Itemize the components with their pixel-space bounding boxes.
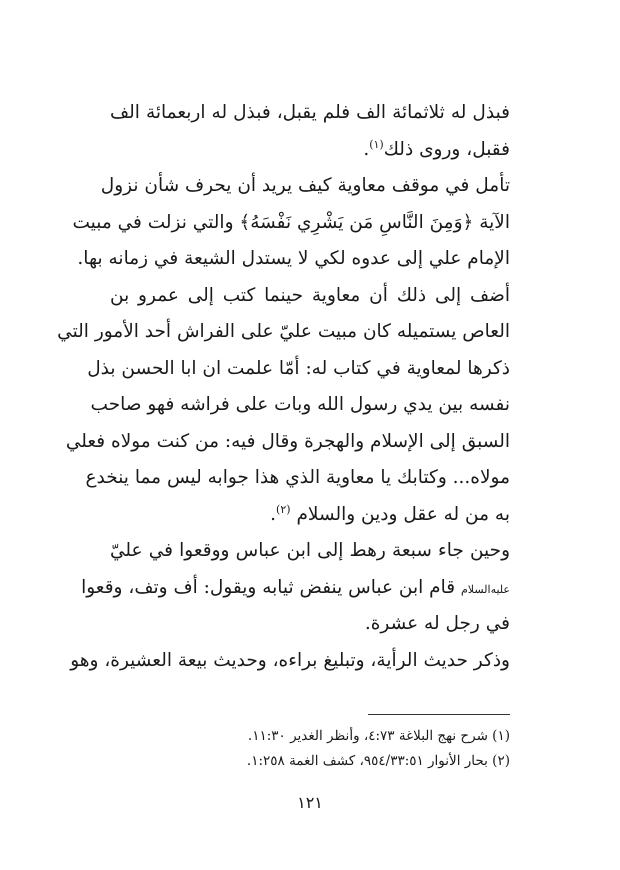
text-line-4: الآية ﴿وَمِنَ النَّاسِ مَن يَشْرِي نَفْسَهُ﴾ والتي نزلت في مبيت: [72, 211, 510, 233]
line-14-text: قام ابن عباس ينفض ثيابه ويقول: أف وتف، وقعوا: [81, 576, 456, 598]
footnote-separator: [368, 714, 510, 715]
honorific: عليه‌السلام: [460, 582, 510, 596]
text-line-12: [110, 497, 510, 534]
footnote-ref-2: (٢): [276, 502, 291, 516]
text-line-15: في رجل له عشرة.: [364, 613, 510, 634]
text-line-14: [81, 570, 510, 607]
text-line-5: الإمام علي إلى عدوه لكي لا يستدل الشيعة في زمانه بها.: [77, 248, 510, 269]
text-line-3: تأمل في موقف معاوية كيف يريد أن يحرف شأن نزول: [100, 175, 510, 196]
page-number: ١٢١: [297, 793, 323, 812]
text-line-10: السبق إلى الإسلام والهجرة وقال فيه: من كنت مولاه فعلي: [65, 430, 510, 452]
footnote-ref-1: (١): [369, 137, 384, 151]
text-line-11: مولاه... وكتابك يا معاوية الذي هذا جوابه ليس مما ينخدع: [85, 467, 510, 488]
text-line-8: ذكرها لمعاوية في كتاب له: أمّا علمت ان ابا الحسن بذل: [87, 357, 510, 379]
footnote-1: (١) شرح نهج البلاغة ٤:٧٣، وأنظر الغدير ١١:٣٠.: [247, 728, 510, 744]
text-line-9: نفسه بين يدي رسول الله وبات على فراشه فهو صاحب: [90, 394, 510, 415]
text-line-6: أضف إلى ذلك أن معاوية حينما كتب إلى عمرو بن: [110, 284, 510, 306]
footnotes: [110, 724, 510, 774]
text-line-1: فبذل له ثلاثمائة الف فلم يقبل، فبذل له اربعمائة الف: [110, 102, 510, 123]
line-2-text: فقبل، وروى ذلك: [383, 138, 510, 160]
text-line-7: العاص يستميله كان مبيت عليّ على الفراش أحد الأمور التي: [57, 321, 510, 342]
line-12-text: به من له عقل ودين والسلام: [296, 503, 510, 525]
text-line-13: وحين جاء سبعة رهط إلى ابن عباس ووقعوا في عليّ: [110, 540, 510, 561]
line-2-period: .: [363, 138, 370, 160]
text-line-16: وذكر حديث الرأية، وتبليغ براءه، وحديث بيعة العشيرة، وهو: [70, 649, 510, 671]
body-text: [57, 95, 510, 679]
text-line-2: [110, 132, 510, 169]
footnote-2: (٢) بحار الأنوار ٩٥٤/٣٣:٥١، كشف الغمة ١:٢٥٨.: [246, 753, 510, 769]
line-12-period: .: [270, 503, 277, 525]
